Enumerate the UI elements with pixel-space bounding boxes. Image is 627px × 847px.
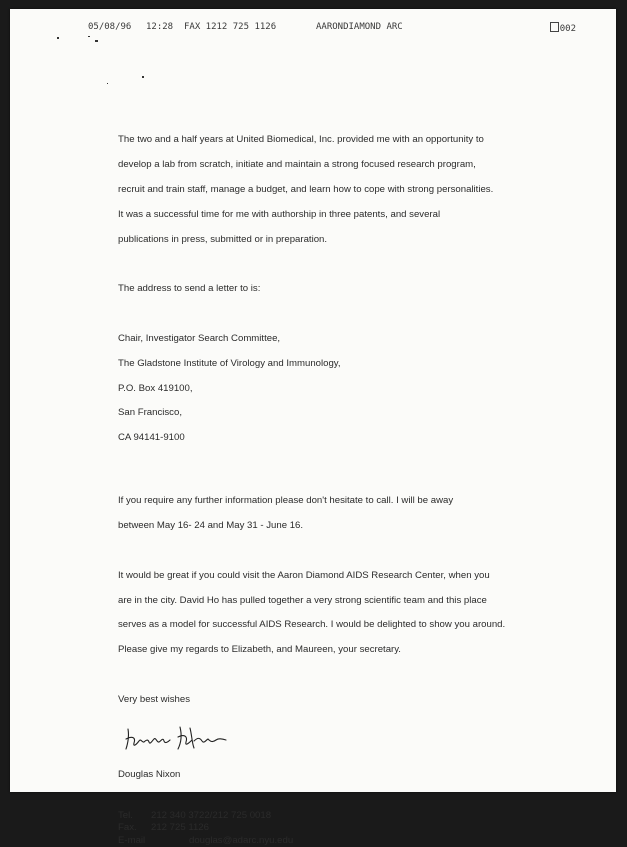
signer-name: [118, 757, 588, 794]
paragraph-experience: [118, 122, 588, 258]
paragraph-line: are in the city. David Ho has pulled together a very strong scientific team and this place: [118, 594, 487, 606]
paragraph-invitation: [118, 557, 588, 669]
paragraph-line: The two and a half years at United Biomedical, Inc. provided me with an opportunity to: [118, 134, 484, 146]
address-line: P.O. Box 419100,: [118, 382, 193, 394]
paragraph-line: between May 16- 24 and May 31 - June 16.: [118, 520, 304, 532]
fax-sender: AARONDIAMOND ARC: [316, 22, 403, 32]
fax-date: 05/08/96: [88, 22, 132, 32]
tel-value: 212 340 3722/212 725 0018: [151, 809, 272, 821]
mailing-address: [118, 320, 588, 456]
fax-value: 212 725 1126: [151, 822, 209, 834]
fax-page-number-text: 002: [559, 24, 576, 34]
address-intro: [118, 271, 588, 308]
scan-speck: [57, 37, 59, 39]
address-line: CA 94141-9100: [118, 432, 185, 444]
address-intro-text: The address to send a letter to is:: [118, 283, 261, 295]
paragraph-line: publications in press, submitted or in preparation.: [118, 233, 328, 245]
page-icon: [550, 22, 559, 32]
email-label: E-mail: [118, 834, 146, 846]
paragraph-line: It was a successful time for me with authorship in three patents, and several: [118, 208, 441, 220]
scan-speck: [142, 76, 144, 78]
signer-name-text: Douglas Nixon: [118, 769, 181, 781]
scan-speck: [88, 36, 90, 37]
contact-row-fax: [118, 822, 588, 834]
contact-block: [118, 810, 588, 847]
contact-row-tel: [118, 810, 588, 822]
email-value: douglas@adarc.nyu.edu: [189, 834, 294, 846]
scan-speck: [107, 83, 108, 84]
letter-body: [118, 122, 588, 847]
closing: [118, 681, 588, 718]
address-line: Chair, Investigator Search Committee,: [118, 332, 281, 344]
paragraph-availability: [118, 483, 588, 545]
address-line: The Gladstone Institute of Virology and Immunology,: [118, 357, 341, 369]
scan-speck: [95, 40, 98, 42]
closing-text: Very best wishes: [118, 693, 190, 705]
tel-label: Tel.: [118, 809, 133, 821]
fax-number: FAX 1212 725 1126: [184, 22, 277, 32]
paragraph-line: If you require any further information please don't hesitate to call. I will be away: [118, 495, 454, 507]
contact-row-email: [118, 835, 588, 847]
paragraph-line: develop a lab from scratch, initiate and maintain a strong focused research program,: [118, 159, 476, 171]
fax-page-number: [550, 22, 576, 34]
fax-time: 12:28: [146, 22, 174, 32]
paragraph-line: recruit and train staff, manage a budget, and learn how to cope with strong personalities.: [118, 184, 494, 196]
fax-header: [88, 22, 576, 92]
paragraph-line: It would be great if you could visit the Aaron Diamond AIDS Research Center, when you: [118, 569, 490, 581]
paragraph-line: Please give my regards to Elizabeth, and Maureen, your secretary.: [118, 644, 401, 656]
address-line: San Francisco,: [118, 407, 182, 419]
handwritten-signature: [122, 723, 232, 753]
fax-label: Fax.: [118, 822, 137, 834]
paragraph-line: serves as a model for successful AIDS Research. I would be delighted to show you around.: [118, 619, 506, 631]
letter-page: [10, 9, 616, 846]
